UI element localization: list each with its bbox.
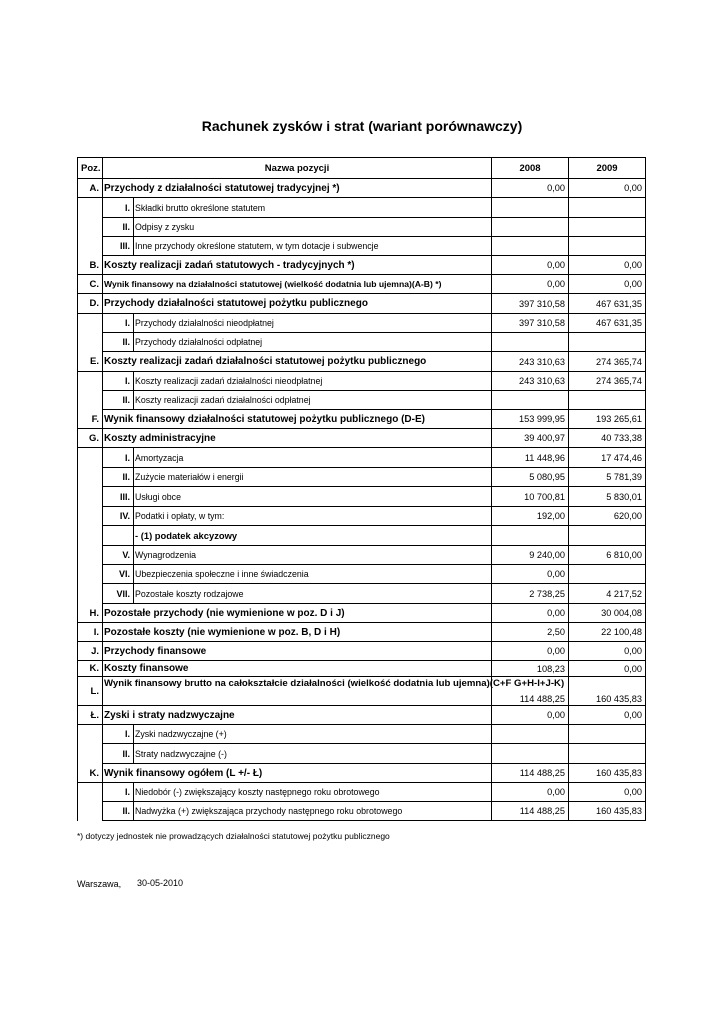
row-subposition: I. [103, 198, 134, 218]
signature-date: 30-05-2010 [137, 878, 184, 888]
value-2009: 0,00 [569, 642, 646, 661]
row-name: Ubezpieczenia społeczne i inne świadczenia [134, 565, 492, 584]
row-name: Zyski nadzwyczajne (+) [134, 725, 492, 744]
row-position: K. [78, 661, 103, 677]
value-2008: 10 700,81 [492, 487, 569, 507]
row-name: Przychody z działalności statutowej tradycyjnej *) [103, 179, 492, 198]
row-position: Ł. [78, 706, 103, 725]
value-2009: 0,00 [569, 661, 646, 677]
row-name: Przychody działalności odpłatnej [134, 333, 492, 352]
row-name: Usługi obce [134, 487, 492, 507]
value-2008: 108,23 [492, 661, 569, 677]
table-row [78, 468, 646, 487]
row-subposition: I. [103, 725, 134, 744]
value-2009: 0,00 [569, 179, 646, 198]
value-2008: 0,00 [492, 565, 569, 584]
row-subposition: II. [103, 468, 134, 487]
header-nazwa: Nazwa pozycji [103, 158, 492, 179]
value-2009 [569, 725, 646, 744]
row-subposition: III. [103, 487, 134, 507]
table-row [78, 391, 646, 410]
row-name: Koszty realizacji zadań statutowych - tradycyjnych *) [103, 256, 492, 275]
table-row [78, 507, 646, 526]
header-poz: Poz. [78, 158, 103, 179]
row-subposition: V. [103, 546, 134, 565]
table-row [78, 218, 646, 237]
row-name: Straty nadzwyczajne (-) [134, 744, 492, 764]
row-name: Inne przychody określone statutem, w tym dotacje i subwencje [134, 237, 492, 256]
row-position [78, 218, 103, 237]
row-position [78, 565, 103, 584]
row-position [78, 314, 103, 333]
value-2008: 243 310,63 [492, 352, 569, 372]
row-name: Podatki i opłaty, w tym: [134, 507, 492, 526]
row-subposition: I. [103, 448, 134, 468]
row-name: Pozostałe koszty (nie wymienione w poz. B, D i H) [103, 623, 492, 642]
row-position: C. [78, 275, 103, 294]
header-year-2009: 2009 [569, 158, 646, 179]
value-2009: 193 265,61 [569, 410, 646, 429]
row-name: Odpisy z zysku [134, 218, 492, 237]
table-row [78, 783, 646, 802]
value-2009 [569, 391, 646, 410]
value-2008 [492, 218, 569, 237]
row-position [78, 744, 103, 764]
value-2008: 243 310,63 [492, 372, 569, 391]
row-name: Koszty finansowe [103, 661, 492, 677]
value-2009 [569, 198, 646, 218]
row-position: D. [78, 294, 103, 314]
table-row [78, 275, 646, 294]
value-2009: 30 004,08 [569, 604, 646, 623]
value-2008: 2,50 [492, 623, 569, 642]
row-name: Nadwyżka (+) zwiększająca przychody następnego roku obrotowego [134, 802, 492, 821]
table-row [78, 487, 646, 507]
row-name: Koszty realizacji zadań działalności nieodpłatnej [134, 372, 492, 391]
table-row [78, 642, 646, 661]
table-row [78, 372, 646, 391]
row-name: Pozostałe przychody (nie wymienione w poz. D i J) [103, 604, 492, 623]
row-position [78, 198, 103, 218]
value-2009: 0,00 [569, 275, 646, 294]
row-position: K. [78, 764, 103, 783]
footnote: *) dotyczy jednostek nie prowadzących działalności statutowej pożytku publicznego [77, 831, 390, 841]
row-position: I. [78, 623, 103, 642]
row-subposition: VI. [103, 565, 134, 584]
table-row [78, 677, 646, 706]
row-name: Składki brutto określone statutem [134, 198, 492, 218]
table-row [78, 764, 646, 783]
row-subposition: II. [103, 744, 134, 764]
table-row [78, 294, 646, 314]
value-2009: 4 217,52 [569, 584, 646, 604]
value-2009: 620,00 [569, 507, 646, 526]
table-row [78, 179, 646, 198]
value-2008 [492, 237, 569, 256]
value-2009 [569, 333, 646, 352]
row-name: Wynik finansowy brutto na całokształcie działalności (wielkość dodatnia lub ujemna)(C+F G+H-I+J-K) [103, 677, 492, 706]
table-row [78, 314, 646, 333]
row-subposition: II. [103, 802, 134, 821]
row-position [78, 468, 103, 487]
row-name: Przychody finansowe [103, 642, 492, 661]
row-name: Pozostałe koszty rodzajowe [134, 584, 492, 604]
value-2008: 2 738,25 [492, 584, 569, 604]
row-position [78, 584, 103, 604]
row-position: H. [78, 604, 103, 623]
row-position: J. [78, 642, 103, 661]
table-row [78, 744, 646, 764]
table-row [78, 565, 646, 584]
value-2009: 0,00 [569, 256, 646, 275]
row-position [78, 391, 103, 410]
row-position: B. [78, 256, 103, 275]
row-name: Koszty administracyjne [103, 429, 492, 448]
row-name: Koszty realizacji zadań działalności statutowej pożytku publicznego [103, 352, 492, 372]
row-name: Przychody działalności statutowej pożytku publicznego [103, 294, 492, 314]
value-2008: 153 999,95 [492, 410, 569, 429]
value-2009 [569, 237, 646, 256]
row-subposition: I. [103, 372, 134, 391]
row-subposition: III. [103, 237, 134, 256]
value-2008: 397 310,58 [492, 294, 569, 314]
row-position [78, 237, 103, 256]
row-position: E. [78, 352, 103, 372]
row-name: Przychody działalności nieodpłatnej [134, 314, 492, 333]
value-2009: 5 781,39 [569, 468, 646, 487]
table-header-row [78, 158, 646, 179]
value-2008: 114 488,25 [492, 802, 569, 821]
table-row [78, 448, 646, 468]
row-position: F. [78, 410, 103, 429]
signature-place: Warszawa, [77, 879, 122, 889]
row-name: Wynik finansowy działalności statutowej pożytku publicznego (D-E) [103, 410, 492, 429]
profit-loss-table [77, 157, 646, 821]
value-2009: 17 474,46 [569, 448, 646, 468]
value-2009: 22 100,48 [569, 623, 646, 642]
value-2009: 0,00 [569, 783, 646, 802]
value-2008: 39 400,97 [492, 429, 569, 448]
value-2008: 397 310,58 [492, 314, 569, 333]
table-row [78, 333, 646, 352]
row-position [78, 333, 103, 352]
value-2009 [569, 526, 646, 546]
value-2008 [492, 198, 569, 218]
value-2008 [492, 744, 569, 764]
value-2009: 160 435,83 [569, 677, 646, 706]
row-position: L. [78, 677, 103, 706]
row-position [78, 725, 103, 744]
row-name: Wynagrodzenia [134, 546, 492, 565]
row-name: Amortyzacja [134, 448, 492, 468]
row-subposition: VII. [103, 584, 134, 604]
value-2008: 0,00 [492, 179, 569, 198]
value-2009: 0,00 [569, 706, 646, 725]
row-position [78, 487, 103, 507]
row-position [78, 546, 103, 565]
row-name: Zużycie materiałów i energii [134, 468, 492, 487]
row-position [78, 783, 103, 802]
row-position [78, 448, 103, 468]
value-2008: 0,00 [492, 783, 569, 802]
value-2008: 0,00 [492, 642, 569, 661]
table-row [78, 661, 646, 677]
row-name: Koszty realizacji zadań działalności odpłatnej [134, 391, 492, 410]
value-2009 [569, 744, 646, 764]
table-row [78, 584, 646, 604]
table-row [78, 526, 646, 546]
row-subposition: I. [103, 314, 134, 333]
row-name: Zyski i straty nadzwyczajne [103, 706, 492, 725]
row-name: Wynik finansowy ogółem (L +/- Ł) [103, 764, 492, 783]
row-position: A. [78, 179, 103, 198]
value-2009: 467 631,35 [569, 294, 646, 314]
value-2009: 274 365,74 [569, 372, 646, 391]
table-row [78, 237, 646, 256]
value-2009: 467 631,35 [569, 314, 646, 333]
row-subposition: II. [103, 218, 134, 237]
row-name: Niedobór (-) zwiększający koszty następnego roku obrotowego [134, 783, 492, 802]
header-year-2008: 2008 [492, 158, 569, 179]
value-2008 [492, 391, 569, 410]
row-subposition: II. [103, 333, 134, 352]
row-subposition: IV. [103, 507, 134, 526]
table-row [78, 198, 646, 218]
row-position [78, 507, 103, 526]
row-name: Wynik finansowy na działalności statutowej (wielkość dodatnia lub ujemna)(A-B) *) [103, 275, 492, 294]
value-2008: 114 488,25 [492, 677, 569, 706]
value-2009: 5 830,01 [569, 487, 646, 507]
value-2008: 11 448,96 [492, 448, 569, 468]
row-position [78, 372, 103, 391]
table-row [78, 802, 646, 821]
value-2008: 192,00 [492, 507, 569, 526]
value-2009: 274 365,74 [569, 352, 646, 372]
value-2008: 9 240,00 [492, 546, 569, 565]
page-title: Rachunek zysków i strat (wariant porównawczy) [201, 118, 523, 134]
table-row [78, 256, 646, 275]
table-row [78, 352, 646, 372]
row-position [78, 526, 103, 546]
value-2008: 114 488,25 [492, 764, 569, 783]
table-row [78, 429, 646, 448]
row-subposition: II. [103, 391, 134, 410]
value-2009: 6 810,00 [569, 546, 646, 565]
value-2009: 160 435,83 [569, 764, 646, 783]
row-subposition: I. [103, 783, 134, 802]
value-2009: 160 435,83 [569, 802, 646, 821]
value-2009: 40 733,38 [569, 429, 646, 448]
value-2008: 0,00 [492, 256, 569, 275]
table-row [78, 546, 646, 565]
value-2008: 5 080,95 [492, 468, 569, 487]
value-2008: 0,00 [492, 604, 569, 623]
table-row [78, 410, 646, 429]
value-2008 [492, 725, 569, 744]
table-row [78, 706, 646, 725]
row-subposition [103, 526, 134, 546]
row-name: - (1) podatek akcyzowy [134, 526, 492, 546]
row-position: G. [78, 429, 103, 448]
value-2008: 0,00 [492, 275, 569, 294]
value-2009 [569, 218, 646, 237]
value-2008: 0,00 [492, 706, 569, 725]
value-2008 [492, 333, 569, 352]
table-row [78, 604, 646, 623]
table-row [78, 623, 646, 642]
row-position [78, 802, 103, 821]
value-2008 [492, 526, 569, 546]
value-2009 [569, 565, 646, 584]
table-row [78, 725, 646, 744]
